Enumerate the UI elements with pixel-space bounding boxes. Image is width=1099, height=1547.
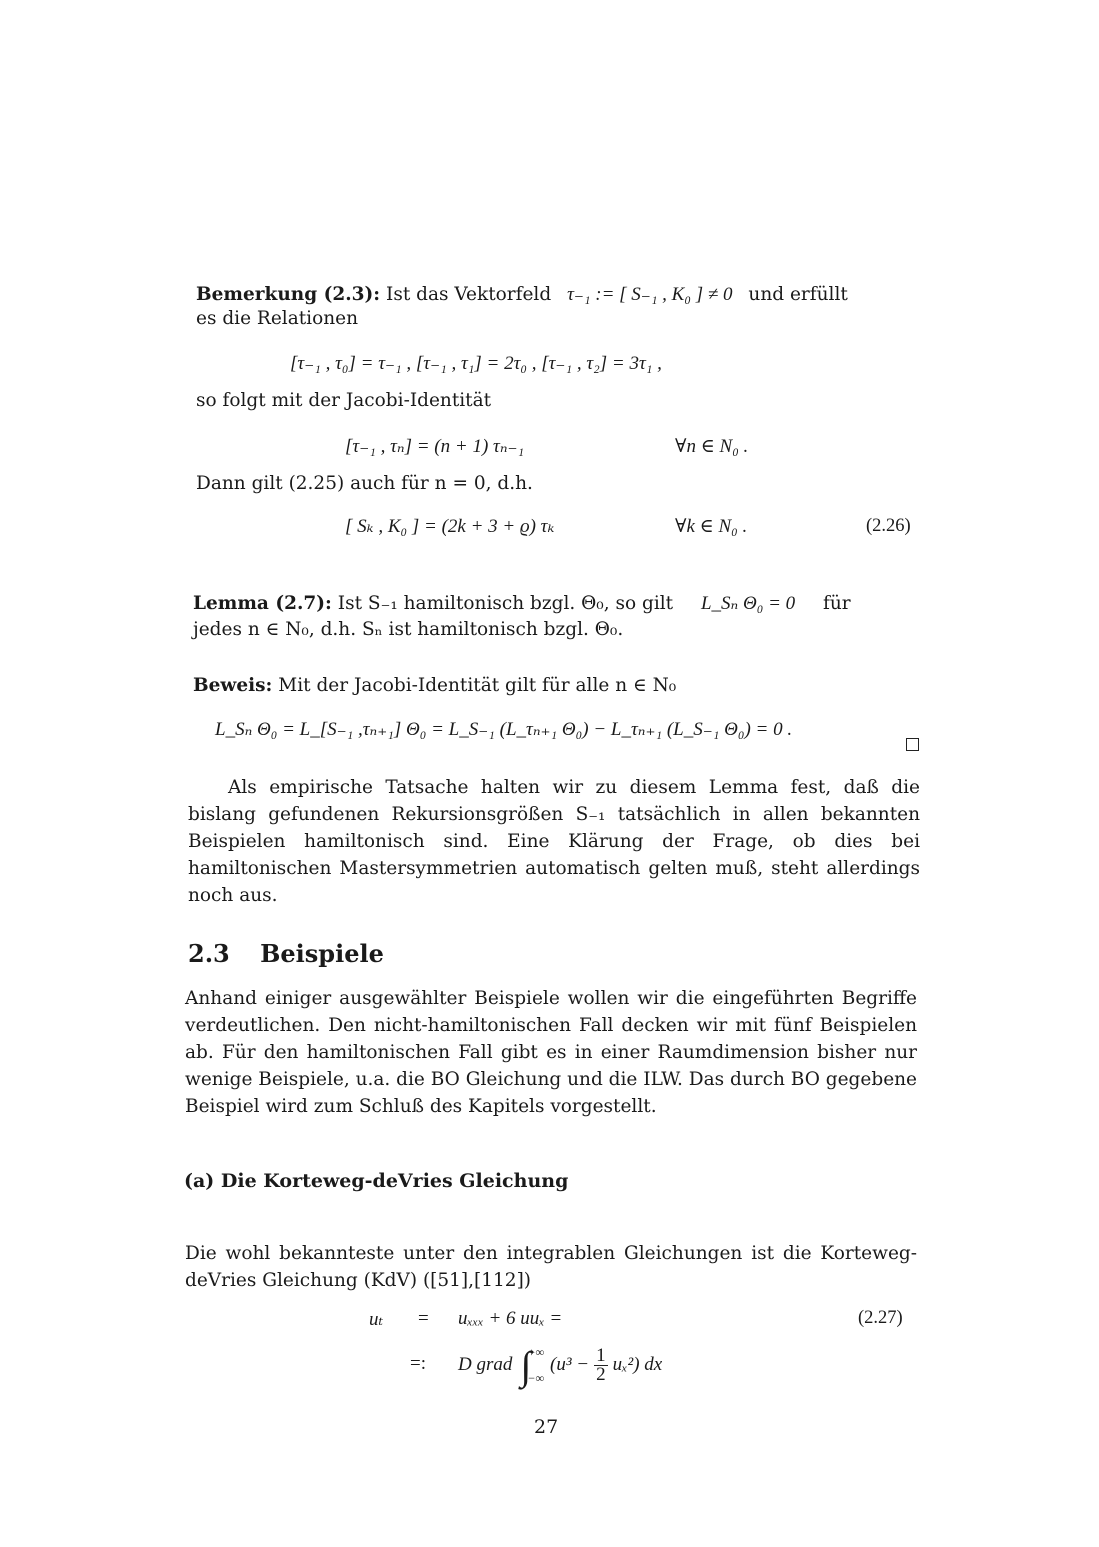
kdv-rhs-2 [458, 1335, 662, 1395]
integral-limits [527, 1339, 544, 1391]
lemma-text-end: für [823, 593, 851, 614]
integral-upper-limit: +∞ [527, 1345, 544, 1359]
remark-line-3: so folgt mit der Jacobi-Identität [196, 390, 492, 411]
qed-box-icon [906, 738, 919, 751]
kdv-relation-1: = [418, 1308, 429, 1329]
remark-text-2: und erfüllt [748, 284, 848, 305]
paragraph-empirical: Als empirische Tatsache halten wir zu diesem Lemma fest, daß die bislang gefundenen Rekursionsgrößen S₋₁ tatsächlich in allen bekannten Beispielen hamiltonisch sind. Eine Klärung der Frage, ob dies bei hamiltonischen Mastersymmetrien automatisch gelten muß, steht allerdings noch aus. [188, 777, 920, 906]
paragraph-examples: Anhand einiger ausgewählter Beispiele wollen wir die eingeführten Begriffe verdeutlichen. Den nicht-hamiltonischen Fall decken wir mit fünf Beispielen ab. Für den hamiltonischen Fall gibt es in einer Raumdimension bisher nur wenige Beispiele, u.a. die BO Gleichung und die ILW. Das durch BO gegebene Beispiel wird zum Schluß des Kapitels vorgestellt. [185, 988, 918, 1117]
proof-text: Mit der Jacobi-Identität gilt für alle n ∈ N₀ [278, 675, 677, 696]
remark-label: Bemerkung (2.3): [196, 284, 381, 305]
remark-expr: τ₋₁ := [ S₋₁ , K₀ ] ≠ 0 [567, 284, 733, 305]
fraction-one-half [594, 1344, 608, 1385]
remark-line-2: es die Relationen [196, 308, 359, 329]
proof-label: Beweis: [193, 675, 273, 696]
remark-line-1 [196, 283, 848, 306]
kdv-integrand-b: uₓ²) dx [612, 1354, 663, 1375]
fraction-numerator: 1 [596, 1344, 606, 1366]
integral-sign-icon: ∫ [520, 1342, 532, 1388]
lemma-label: Lemma (2.7): [193, 593, 332, 614]
kdv-integrand-a: (u³ − [550, 1354, 590, 1375]
proof-equation: L_Sₙ Θ₀ = L_[S₋₁ ,τₙ₊₁] Θ₀ = L_S₋₁ (L_τₙ₊₁ Θ₀) − L_τₙ₊₁ (L_S₋₁ Θ₀) = 0 . [215, 719, 793, 740]
page-number: 27 [534, 1416, 559, 1438]
section-number: 2.3 [188, 939, 230, 968]
kdv-prefix: D grad [458, 1354, 513, 1375]
subsection-heading: (a) Die Korteweg-deVries Gleichung [184, 1170, 569, 1192]
lemma-line-1 [193, 592, 851, 615]
kdv-rhs-1: uₓₓₓ + 6 uuₓ = [458, 1308, 563, 1329]
section-title: Beispiele [260, 939, 384, 968]
remark-relations: [τ₋₁ , τ₀] = τ₋₁ , [τ₋₁ , τ₁] = 2τ₀ , [τ₋₁ , τ₂] = 3τ₁ , [290, 353, 662, 374]
proof-line-1 [193, 675, 676, 696]
equation-2-26: [ Sₖ , K₀ ] = (2k + 3 + ϱ) τₖ [345, 516, 555, 537]
jacobi-relation: [τ₋₁ , τₙ] = (n + 1) τₙ₋₁ [345, 436, 525, 457]
lemma-line-2: jedes n ∈ N₀, d.h. Sₙ ist hamiltonisch bzgl. Θ₀. [193, 619, 624, 640]
lemma-text-1: Ist S₋₁ hamiltonisch bzgl. Θ₀, so gilt [337, 593, 674, 614]
section-heading [188, 939, 384, 968]
integral-lower-limit: −∞ [527, 1371, 544, 1385]
lemma-expr: L_Sₙ Θ₀ = 0 [700, 593, 796, 614]
remark-line-4: Dann gilt (2.25) auch für n = 0, d.h. [196, 473, 533, 494]
remark-text-1: Ist das Vektorfeld [386, 284, 552, 305]
equation-2-26-quantifier: ∀k ∈ N₀ . [675, 516, 748, 537]
fraction-denominator: 2 [596, 1363, 606, 1385]
equation-number-2-27: (2.27) [858, 1308, 903, 1328]
equation-number-2-26: (2.26) [866, 516, 911, 536]
kdv-relation-2: =: [410, 1353, 426, 1374]
kdv-lhs: uₜ [369, 1309, 384, 1330]
jacobi-quantifier: ∀n ∈ N₀ . [675, 436, 749, 457]
paragraph-kdv: Die wohl bekannteste unter den integrablen Gleichungen ist die Korteweg-deVries Gleichung (KdV) ([51],[112]) [185, 1243, 917, 1291]
